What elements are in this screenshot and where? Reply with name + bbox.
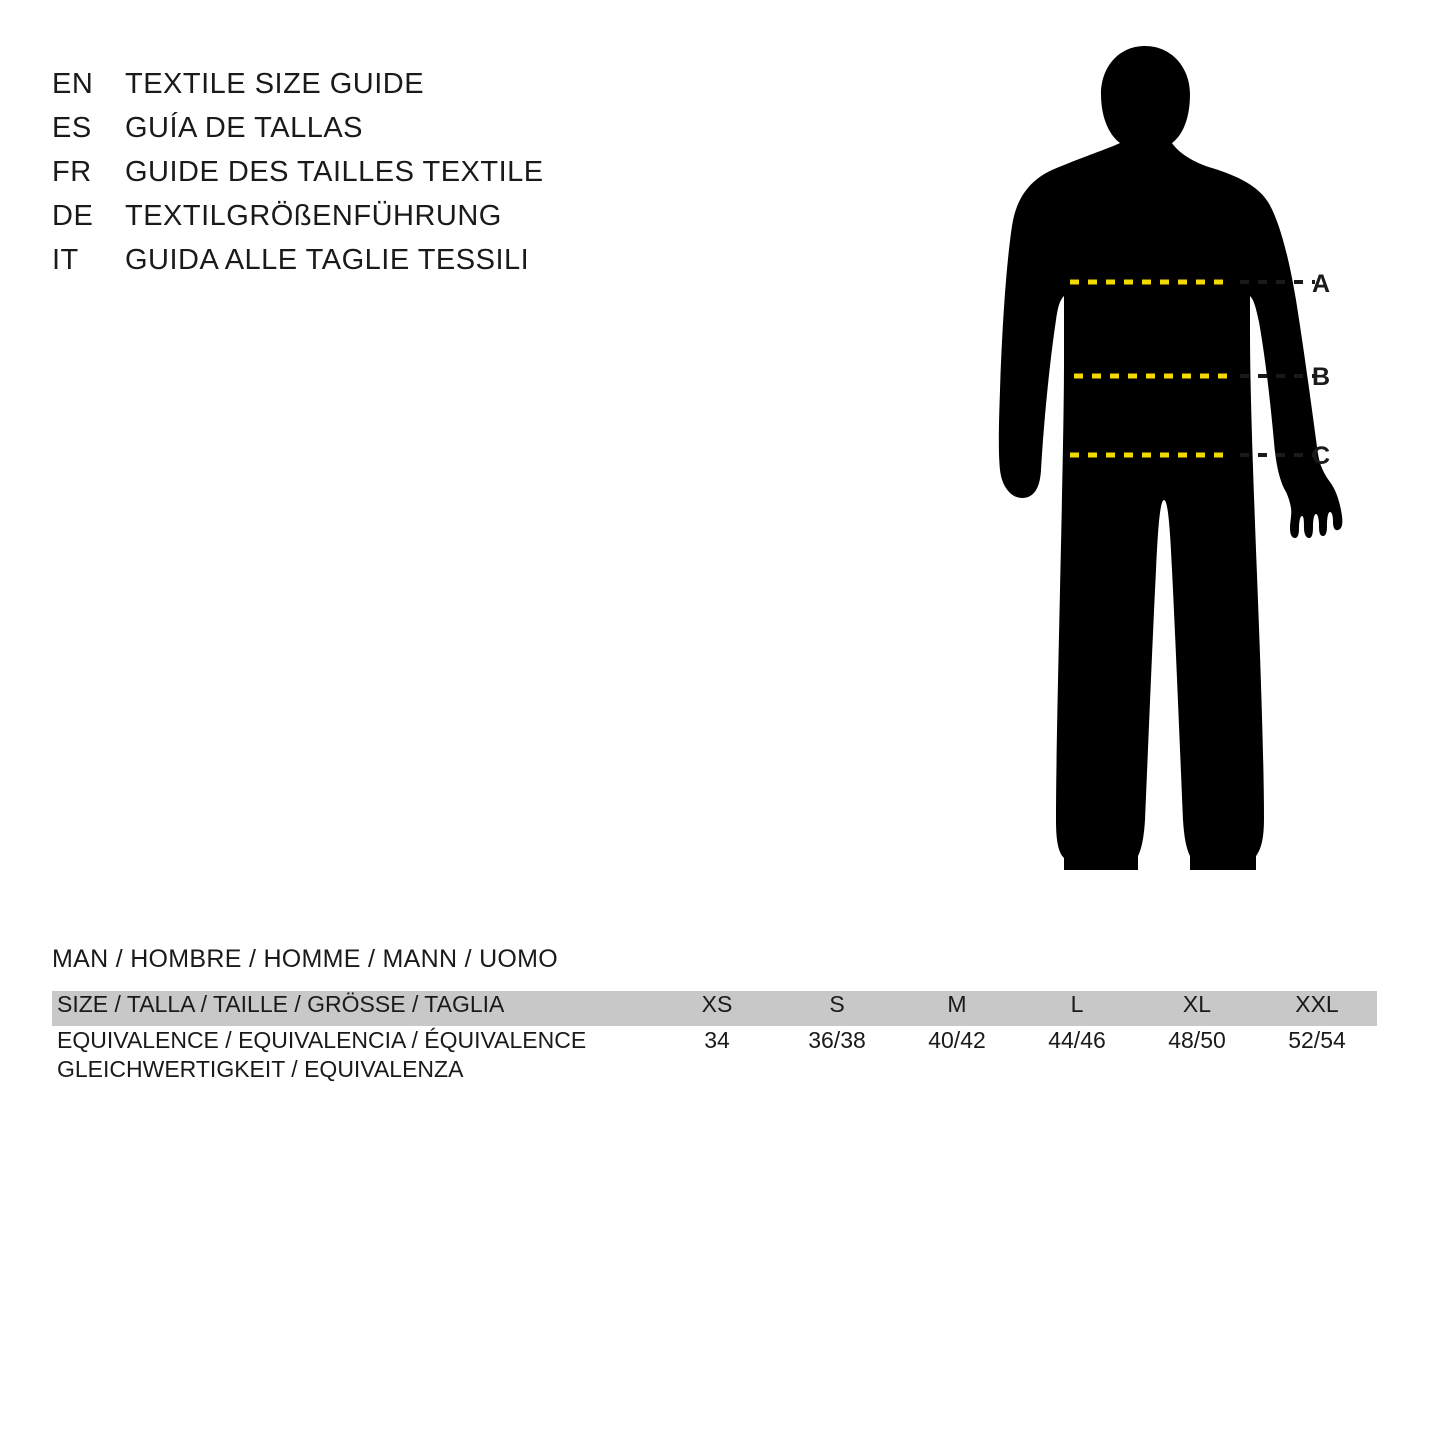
- size-l: L: [1070, 991, 1084, 1017]
- measure-label-c: C: [1312, 442, 1331, 470]
- title-row-en: [52, 68, 544, 112]
- table-row-equivalence: [52, 1026, 1377, 1085]
- size-xs: XS: [701, 991, 733, 1017]
- title-lang-de: DE: [52, 200, 94, 232]
- size-xl: XL: [1182, 991, 1212, 1017]
- size-s: S: [829, 991, 845, 1017]
- group-title: MAN / HOMBRE / HOMME / MANN / UOMO: [52, 945, 559, 973]
- equivalence-s: 36/38: [808, 1027, 866, 1053]
- title-lang-fr: FR: [52, 156, 92, 188]
- equivalence-label: [52, 1026, 657, 1085]
- size-table: [52, 991, 1377, 1085]
- equivalence-xs: 34: [704, 1027, 730, 1053]
- measure-label-a: A: [1312, 270, 1331, 298]
- title-text-de: TEXTILGRÖßENFÜHRUNG: [125, 200, 502, 232]
- figure-wrap: [960, 30, 1380, 900]
- title-row-de: [52, 200, 544, 244]
- equivalence-l: 44/46: [1048, 1027, 1106, 1053]
- title-text-it: GUIDA ALLE TAGLIE TESSILI: [125, 244, 530, 276]
- title-lang-it: IT: [52, 244, 79, 276]
- measure-label-b: B: [1312, 363, 1331, 391]
- title-lang-es: ES: [52, 112, 92, 144]
- title-text-es: GUÍA DE TALLAS: [125, 112, 364, 144]
- table-row-header: [52, 991, 1377, 1026]
- equivalence-label-line1: EQUIVALENCE / EQUIVALENCIA / ÉQUIVALENCE: [57, 1027, 587, 1053]
- header-label: SIZE / TALLA / TAILLE / GRÖSSE / TAGLIA: [57, 991, 505, 1017]
- size-table-area: [52, 945, 1372, 1085]
- measure-line-b: [1068, 364, 1388, 388]
- title-row-fr: [52, 156, 544, 200]
- equivalence-xxl: 52/54: [1288, 1027, 1346, 1053]
- measure-line-a: [1060, 270, 1380, 294]
- title-block: [52, 68, 544, 288]
- title-row-it: [52, 244, 544, 288]
- title-lang-en: EN: [52, 68, 94, 100]
- equivalence-m: 40/42: [928, 1027, 986, 1053]
- title-text-en: TEXTILE SIZE GUIDE: [125, 68, 425, 100]
- size-m: M: [947, 991, 967, 1017]
- title-text-fr: GUIDE DES TAILLES TEXTILE: [125, 156, 544, 188]
- measure-line-c: [1064, 443, 1394, 467]
- equivalence-label-line2: GLEICHWERTIGKEIT / EQUIVALENZA: [57, 1056, 464, 1083]
- title-row-es: [52, 112, 544, 156]
- equivalence-xl: 48/50: [1168, 1027, 1226, 1053]
- size-xxl: XXL: [1295, 991, 1339, 1017]
